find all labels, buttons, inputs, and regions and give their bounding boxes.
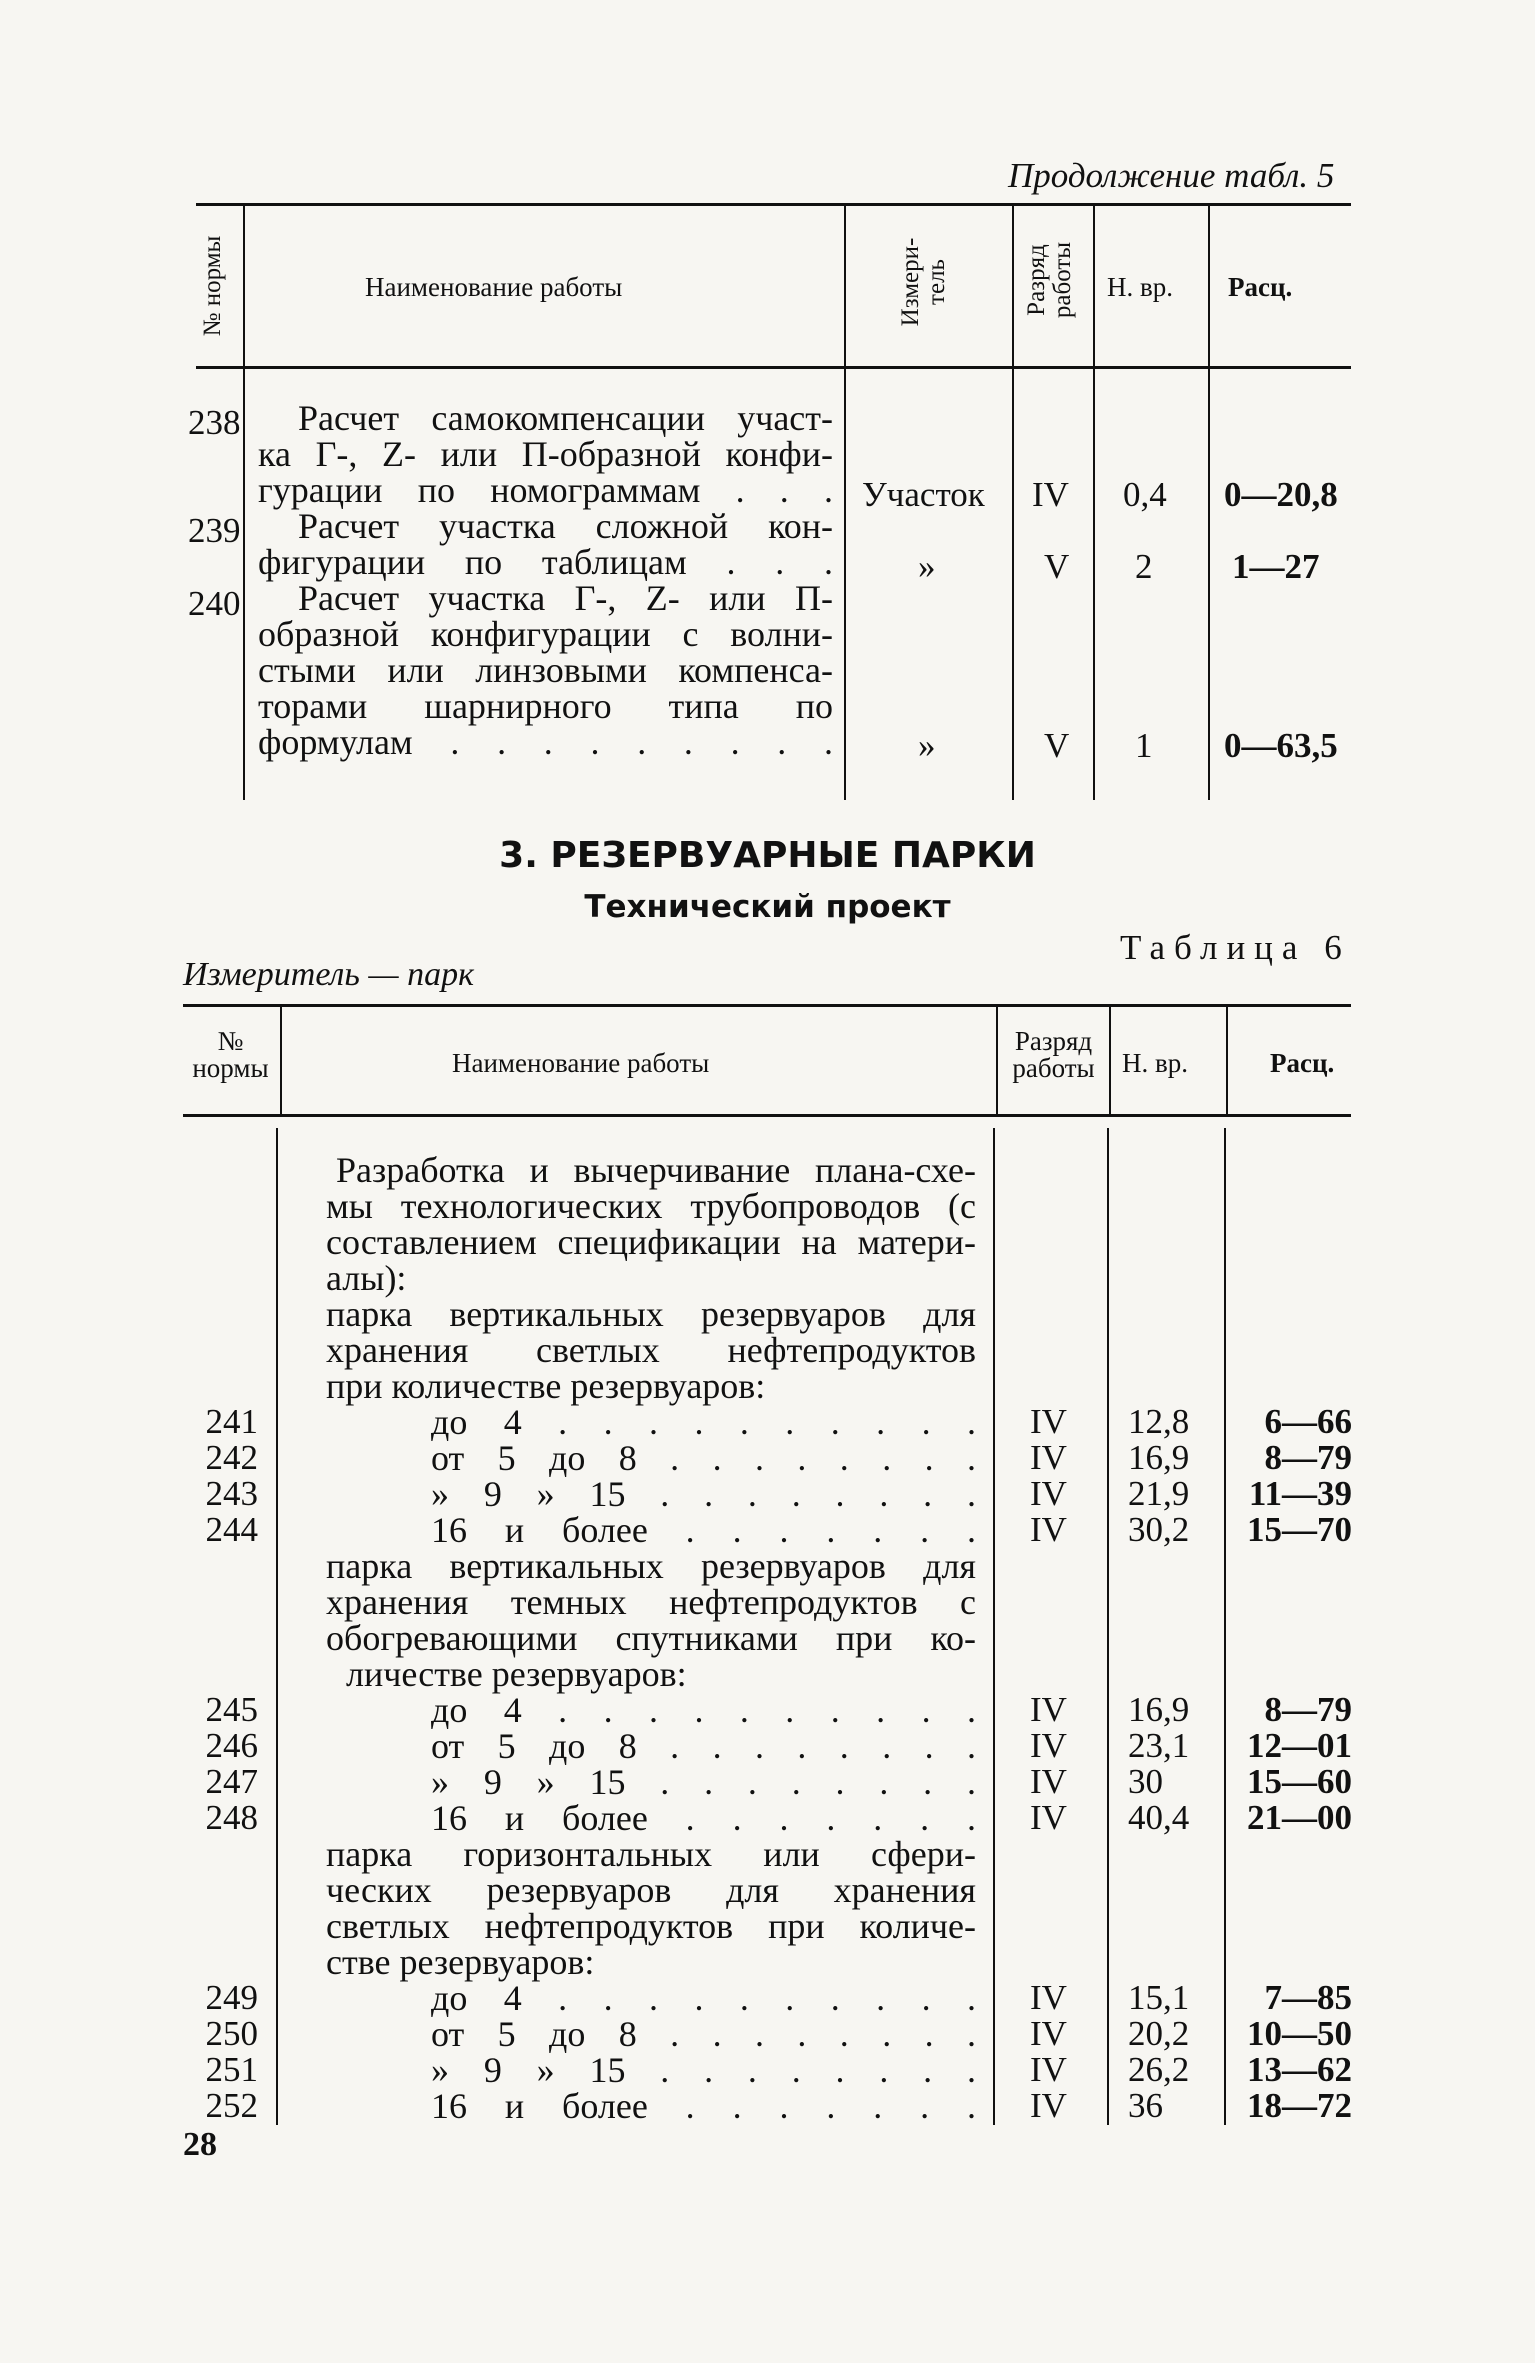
table6-row-num: 241 (205, 1402, 258, 1441)
table5-price: 1—27 (1232, 547, 1320, 586)
table5-row-num: 240 (188, 584, 241, 623)
table5-hours: 1 (1135, 726, 1153, 765)
table6-row-num: 251 (205, 2050, 258, 2089)
table5-rank: V (1044, 547, 1070, 586)
continuation-label: Продолжение табл. 5 (1008, 156, 1335, 195)
table6-row-hours: 36 (1128, 2086, 1163, 2125)
table6-row-hours: 30,2 (1128, 1510, 1190, 1549)
table6-row-hours: 23,1 (1128, 1726, 1190, 1765)
table5-price: 0—63,5 (1224, 726, 1338, 765)
table6-row-price: 7—85 (1264, 1978, 1352, 2017)
table5-hours: 0,4 (1123, 475, 1167, 514)
table6-row-price: 15—70 (1247, 1510, 1352, 1549)
table5-col-rule (1208, 205, 1210, 800)
table6-col-rule (993, 1128, 995, 2125)
table6-header-price: Расц. (1270, 1048, 1335, 1078)
table6-row-num: 242 (205, 1438, 258, 1477)
table5-col-rule (1012, 205, 1014, 800)
table5-unit: Участок (862, 475, 985, 514)
table6-row-price: 10—50 (1247, 2014, 1352, 2053)
table5-descriptions: Расчет самокомпенсации участ- ка Г-, Z- или П-образной конфи- гурации по номограммам . . . Расчет участка сложной кон- фигурации по таблицам . . . Расчет участка Г-, Z- или П- образной конфигурации с волни- стыми или линзовыми компенса- торами шарнирного типа по формулам . . . . . . . . . (258, 398, 833, 762)
table6-row-num: 249 (205, 1978, 258, 2017)
table6-col-rule (280, 1006, 282, 1114)
table6-row-price: 12—01 (1247, 1726, 1352, 1765)
table6-header-rule (183, 1114, 1351, 1117)
table5-row-num: 239 (188, 511, 241, 550)
section-subtitle: Технический проект (584, 889, 951, 925)
table6-row-num: 252 (205, 2086, 258, 2125)
table6-col-rule (1226, 1006, 1228, 1114)
table6-row-hours: 30 (1128, 1762, 1163, 1801)
table5-col-rule (1093, 205, 1095, 800)
table6-row-rank: IV (1030, 1798, 1067, 1837)
table6-row-rank: IV (1030, 2014, 1067, 2053)
table6-row-price: 13—62 (1247, 2050, 1352, 2089)
table6-row-hours: 21,9 (1128, 1474, 1190, 1513)
table6-row-hours: 20,2 (1128, 2014, 1190, 2053)
table6-row-rank: IV (1030, 1726, 1067, 1765)
table5-rank: V (1044, 726, 1070, 765)
table6-row-price: 8—79 (1264, 1438, 1352, 1477)
table6-row-num: 247 (205, 1762, 258, 1801)
table6-row-num: 250 (205, 2014, 258, 2053)
table6-descriptions: Разработка и вычерчивание плана-схе- мы технологических трубопроводов (с составлением спецификации на матери- алы): парка вертикальных резервуаров для хранения светлых нефтепродуктов при количестве резервуаров: до 4 . . . . . . . . . . от 5 до 8 . . . . . . . . » 9 » 15 . . . . . . . . 16 и более . . . . . . . парка вертикальных резервуаров для хранения темных нефтепродуктов с обогревающими спутниками при ко- личестве резервуаров: до 4 . . . . . . . . . . от 5 до 8 . . . . . . . . » 9 » 15 . . . . . . . . 16 и более . . . . . . . парка горизонтальных или сфери- ческих резервуаров для хранения светлых нефтепродуктов при количе- стве резервуаров: до 4 . . . . . . . . . . от 5 до 8 . . . . . . . . » 9 » 15 . . . . . . . . 16 и более . . . . . . . (326, 1150, 976, 2126)
table6-col-rule (1224, 1128, 1226, 2125)
table5-hours: 2 (1135, 547, 1153, 586)
table5-header-rule (196, 366, 1351, 369)
table6-row-num: 244 (205, 1510, 258, 1549)
table6-header-rank: Разряд работы (1012, 1026, 1095, 1083)
table5-col-rule (243, 205, 245, 800)
table5-price: 0—20,8 (1224, 475, 1338, 514)
table6-row-num: 248 (205, 1798, 258, 1837)
table6-col-rule (276, 1128, 278, 2125)
table6-row-rank: IV (1030, 1438, 1067, 1477)
section-title: 3. РЕЗЕРВУАРНЫЕ ПАРКИ (499, 835, 1036, 876)
table5-unit: » (918, 547, 936, 586)
table5-row-num: 238 (188, 403, 241, 442)
table6-row-rank: IV (1030, 1978, 1067, 2017)
table6-row-rank: IV (1030, 1690, 1067, 1729)
table6-row-price: 8—79 (1264, 1690, 1352, 1729)
table6-row-hours: 26,2 (1128, 2050, 1190, 2089)
page-number: 28 (183, 2126, 217, 2163)
table5-rank: IV (1032, 475, 1069, 514)
table5-header-price: Расц. (1228, 272, 1293, 302)
table6-row-price: 21—00 (1247, 1798, 1352, 1837)
table6-row-hours: 16,9 (1128, 1438, 1190, 1477)
table6-row-rank: IV (1030, 1474, 1067, 1513)
table6-row-hours: 15,1 (1128, 1978, 1190, 2017)
table6-row-price: 15—60 (1247, 1762, 1352, 1801)
table5-header-rank: Разряд работы (1023, 241, 1077, 319)
table6-row-num: 246 (205, 1726, 258, 1765)
table6-row-price: 11—39 (1248, 1474, 1352, 1513)
table6-header-num: № нормы (192, 1026, 269, 1083)
table6-row-price: 18—72 (1247, 2086, 1352, 2125)
table5-header-name: Наименование работы (365, 272, 623, 302)
table6-row-price: 6—66 (1264, 1402, 1352, 1441)
table6-row-hours: 12,8 (1128, 1402, 1190, 1441)
table6-row-hours: 16,9 (1128, 1690, 1190, 1729)
table6-row-rank: IV (1030, 2050, 1067, 2089)
table5-header-hours: Н. вр. (1107, 272, 1173, 302)
table5-unit: » (918, 726, 936, 765)
table6-col-rule (1109, 1006, 1111, 1114)
table5-col-rule (844, 205, 846, 800)
table6-row-hours: 40,4 (1128, 1798, 1190, 1837)
table6-top-rule (183, 1004, 1351, 1007)
table5-top-rule (196, 203, 1351, 206)
unit-note: Измеритель — парк (183, 956, 474, 993)
table5-header-num: № нормы (199, 235, 226, 337)
table6-header-hours: Н. вр. (1122, 1048, 1188, 1078)
table6-row-rank: IV (1030, 1762, 1067, 1801)
table5-header-unit: Измери- тель (897, 237, 951, 327)
table6-row-rank: IV (1030, 1510, 1067, 1549)
table6-row-rank: IV (1030, 1402, 1067, 1441)
table6-row-num: 243 (205, 1474, 258, 1513)
table6-row-num: 245 (205, 1690, 258, 1729)
table6-header-name: Наименование работы (452, 1048, 710, 1078)
table6-row-rank: IV (1030, 2086, 1067, 2125)
table-6-label: Таблица 6 (1120, 928, 1351, 967)
table6-col-rule (1107, 1128, 1109, 2125)
